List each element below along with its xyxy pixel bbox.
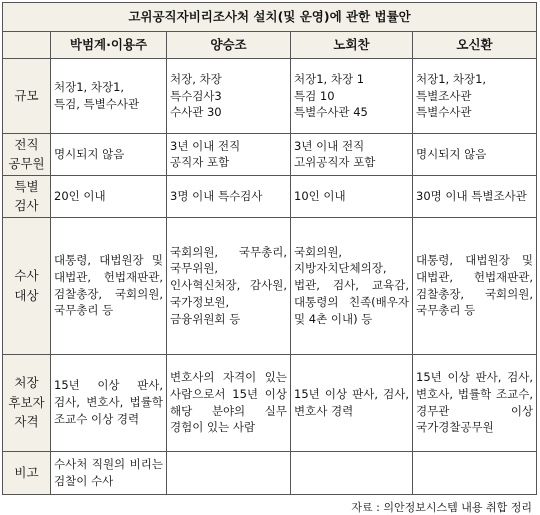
row-header: 특별 검사 (3, 175, 51, 217)
table-row (3, 59, 537, 134)
table-cell: 10인 이내 (291, 175, 413, 217)
table-cell: 20인 이내 (51, 175, 167, 217)
table-cell: 처장1, 차장 1 특검 10 특별수사관 45 (291, 59, 413, 134)
table-cell: 대통령, 대법원장 및 대법관, 헌법재판관, 검찰총장, 국회의원, 국무총리 등 (413, 217, 537, 354)
bill-comparison (2, 2, 538, 515)
row-header: 전직 공무원 (3, 134, 51, 176)
table-cell: 처장1, 차장1, 특검, 특별수사관 (51, 59, 167, 134)
header-row (3, 32, 537, 59)
table-cell: 3명 이내 특수검사 (167, 175, 291, 217)
row-header: 수사 대상 (3, 217, 51, 354)
table-title: 고위공직자비리조사처 설치(및 운영)에 관한 법률안 (3, 3, 537, 32)
column-header: 양승조 (167, 32, 291, 59)
row-header: 규모 (3, 59, 51, 134)
table-cell: 변호사의 자격이 있는 사람으로서 15년 이상 해당 분야의 실무 경험이 있는 사람 (167, 354, 291, 451)
column-header: 노회찬 (291, 32, 413, 59)
table-cell: 15년 이상 판사, 검사, 변호사, 법률학 조교수 이상 경력 (51, 354, 167, 451)
table-row (3, 451, 537, 494)
table-row (3, 354, 537, 451)
source-note: 자료 : 의안정보시스템 내용 취합 정리 (351, 500, 532, 514)
table-cell: 대통령, 대법원장 및 대법관, 헌법재판관, 검찰총장, 국회의원, 국무총리 등 (51, 217, 167, 354)
column-header: 박범계·이용주 (51, 32, 167, 59)
table-cell: 명시되지 않음 (413, 134, 537, 176)
table-cell: 수사처 직원의 비리는 검찰이 수사 (51, 451, 167, 494)
table-row (3, 134, 537, 176)
table-cell: 15년 이상 판사, 검사, 변호사, 법률학 조교수, 경무관 이상 국가경찰공무원 (413, 354, 537, 451)
table-cell: 국회의원, 지방자치단체의장, 법관, 검사, 교육감, 대통령의 친족(배우자 및 4촌 이내) 등 (291, 217, 413, 354)
table-cell: 30명 이내 특별조사관 (413, 175, 537, 217)
table-cell: 15년 이상 판사, 검사, 변호사 경력 (291, 354, 413, 451)
column-header: 오신환 (413, 32, 537, 59)
table-cell: 명시되지 않음 (51, 134, 167, 176)
row-header: 비고 (3, 451, 51, 494)
table-cell: 처장1, 차장1, 특별조사관 특별수사관 (413, 59, 537, 134)
table-cell (413, 451, 537, 494)
table-row (3, 175, 537, 217)
table-cell (291, 451, 413, 494)
table-row (3, 217, 537, 354)
comparison-table (2, 2, 537, 495)
table-cell: 국회의원, 국무총리, 국무위원, 인사혁신처장, 감사원, 국가정보원, 금융위원회 등 (167, 217, 291, 354)
table-cell: 처장, 차장 특수검사3 수사관 30 (167, 59, 291, 134)
table-cell: 3년 이내 전직 고위공직자 포함 (291, 134, 413, 176)
corner-cell (3, 32, 51, 59)
table-cell (167, 451, 291, 494)
row-header: 처장 후보자 자격 (3, 354, 51, 451)
table-cell: 3년 이내 전직 공직자 포함 (167, 134, 291, 176)
title-row (3, 3, 537, 32)
